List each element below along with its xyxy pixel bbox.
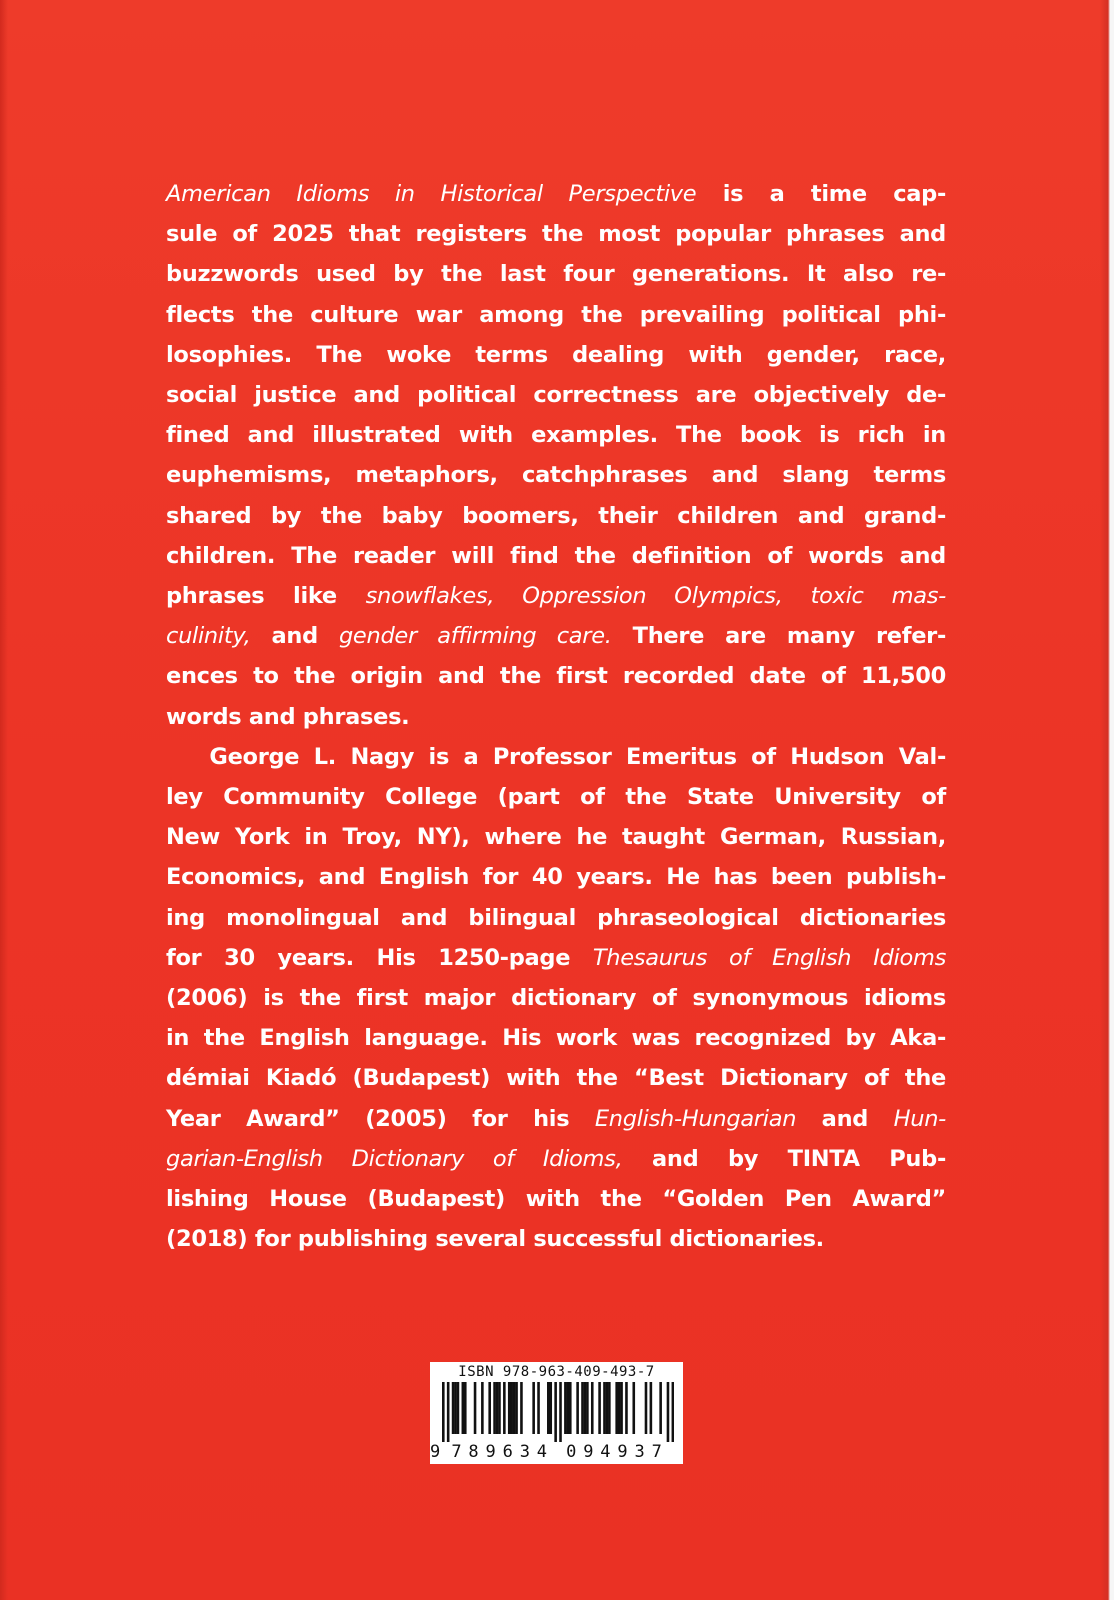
- blurb-text: George L. Nagy is a Professor Emeritus of Hudson Val-: [166, 743, 946, 770]
- barcode-bar: [667, 1382, 670, 1442]
- blurb-line: [166, 254, 946, 294]
- blurb-text: and by TINTA Pub-: [622, 1145, 946, 1172]
- blurb-text: ley Community College (part of the State University of: [166, 784, 946, 811]
- barcode-digit: 4: [536, 1442, 548, 1462]
- blurb-line: [166, 536, 946, 576]
- blurb-line: [166, 938, 946, 978]
- blurb-line: [166, 737, 946, 777]
- barcode-bar: [598, 1382, 601, 1434]
- barcode-digit: 7: [451, 1442, 462, 1462]
- blurb-text: is a time cap-: [696, 181, 946, 207]
- barcode-bar: [447, 1382, 450, 1442]
- barcode-bar: [532, 1382, 535, 1434]
- blurb-text: euphemisms, metaphors, catchphrases and slang terms: [166, 462, 946, 489]
- barcode-bar: [591, 1382, 594, 1434]
- blurb-line: [166, 335, 946, 375]
- blurb-line: [166, 817, 946, 857]
- barcode-bar: [645, 1382, 648, 1434]
- blurb-italic-text: garian-English Dictionary of Idioms,: [166, 1145, 623, 1172]
- blurb-line: [166, 1099, 946, 1139]
- barcode-bar: [496, 1382, 499, 1434]
- blurb-text: social justice and political correctness are objectively de-: [166, 382, 946, 409]
- isbn-label: ISBN 978-963-409-493-7: [458, 1364, 655, 1380]
- barcode-bar: [620, 1382, 623, 1434]
- barcode-bar: [547, 1382, 550, 1434]
- blurb-line: [166, 295, 946, 335]
- barcode-bar: [618, 1382, 621, 1434]
- blurb-text: fined and illustrated with examples. The book is rich in: [166, 422, 946, 449]
- barcode-bar: [603, 1382, 606, 1434]
- blurb-line: [166, 616, 946, 656]
- blurb-line: [166, 174, 946, 214]
- barcode-bar: [454, 1382, 457, 1434]
- barcode-bar: [584, 1382, 587, 1434]
- blurb-text: (2018) for publishing several successful dictionaries.: [166, 1226, 824, 1253]
- barcode-bar: [650, 1382, 653, 1434]
- blurb-text: losophies. The woke terms dealing with gender, race,: [166, 341, 946, 368]
- blurb-line: [166, 898, 946, 938]
- isbn-barcode: [430, 1362, 683, 1464]
- blurb-text: in the English language. His work was recognized by Aka-: [166, 1025, 946, 1052]
- barcode-digit: 0: [566, 1442, 577, 1462]
- barcode-digit: 9: [583, 1442, 594, 1462]
- back-cover-blurb: [166, 174, 946, 1259]
- blurb-text: sule of 2025 that registers the most popular phrases and: [166, 221, 946, 248]
- blurb-italic-text: snowflakes, Oppression Olympics, toxic mas-: [365, 583, 946, 610]
- blurb-line: [166, 1058, 946, 1098]
- barcode-bar: [464, 1382, 467, 1434]
- barcode-bar: [576, 1382, 579, 1434]
- barcode-bar: [498, 1382, 501, 1434]
- barcode-bar: [515, 1382, 518, 1434]
- blurb-text: phrases like: [166, 583, 366, 610]
- barcode-digit: 7: [651, 1442, 662, 1462]
- barcode-bar: [537, 1382, 540, 1434]
- blurb-line: [166, 857, 946, 897]
- barcode-bar: [549, 1382, 552, 1434]
- barcode-bar: [474, 1382, 477, 1434]
- barcode-bar: [608, 1382, 611, 1434]
- blurb-text: shared by the baby boomers, their children and grand-: [166, 502, 946, 529]
- barcode-digit: 9: [485, 1442, 496, 1462]
- blurb-line: [166, 777, 946, 817]
- blurb-line: [166, 1139, 946, 1179]
- blurb-text: ences to the origin and the first recorded date of 11,500: [166, 663, 946, 690]
- blurb-text: New York in Troy, NY), where he taught German, Russian,: [166, 824, 946, 851]
- barcode-bar: [462, 1382, 465, 1434]
- blurb-italic-text: English-Hungarian: [594, 1105, 797, 1132]
- blurb-line: [166, 415, 946, 455]
- blurb-text: (2006) is the first major dictionary of synonymous idioms: [166, 985, 946, 1012]
- blurb-text: buzzwords used by the last four generations. It also re-: [166, 261, 946, 288]
- blurb-text: and: [250, 623, 339, 650]
- blurb-italic-text: Thesaurus of English Idioms: [592, 944, 946, 971]
- blurb-text: ing monolingual and bilingual phraseological dictionaries: [166, 904, 946, 931]
- barcode-bar: [567, 1382, 570, 1434]
- barcode-bar: [564, 1382, 567, 1434]
- cover-edge-left: [0, 0, 8, 1600]
- barcode-digit: 3: [634, 1442, 645, 1462]
- barcode-bar: [503, 1382, 506, 1434]
- blurb-line: [166, 656, 946, 696]
- barcode-digit: 9: [430, 1442, 441, 1462]
- blurb-line: [166, 1219, 946, 1259]
- blurb-line: [166, 375, 946, 415]
- blurb-line: [166, 576, 946, 616]
- barcode-bar: [569, 1382, 572, 1434]
- barcode-bar: [659, 1382, 662, 1434]
- blurb-italic-text: Hun-: [893, 1105, 946, 1132]
- blurb-text: flects the culture war among the prevailing political phi-: [166, 301, 946, 328]
- barcode-digit: 8: [468, 1442, 479, 1462]
- barcode-bar: [581, 1382, 584, 1434]
- barcode-bar: [632, 1382, 635, 1434]
- barcode-digit: 9: [617, 1442, 628, 1462]
- barcode-bar: [625, 1382, 628, 1434]
- blurb-text: children. The reader will find the definition of words and: [166, 542, 946, 569]
- blurb-italic-text: American Idioms in Historical Perspective: [166, 181, 697, 207]
- blurb-line: [166, 1018, 946, 1058]
- blurb-text: for 30 years. His 1250-page: [166, 944, 593, 971]
- barcode-digit: 3: [519, 1442, 530, 1462]
- barcode-bar: [510, 1382, 513, 1434]
- blurb-text: démiai Kiadó (Budapest) with the “Best Dictionary of the: [166, 1065, 946, 1092]
- barcode-bar: [586, 1382, 589, 1434]
- barcode-bar: [493, 1382, 496, 1434]
- barcode-bar: [452, 1382, 455, 1434]
- barcode-bar: [457, 1382, 460, 1434]
- barcode-bar: [606, 1382, 609, 1434]
- barcode-bar: [513, 1382, 516, 1434]
- blurb-text: lishing House (Budapest) with the “Golden Pen Award”: [166, 1186, 946, 1213]
- barcode-digits: [430, 1442, 683, 1462]
- barcode-bar: [481, 1382, 484, 1434]
- blurb-line: [166, 455, 946, 495]
- barcode-bar: [488, 1382, 491, 1434]
- blurb-italic-text: culinity,: [166, 623, 251, 650]
- barcode-bar: [672, 1382, 674, 1442]
- blurb-text: and: [796, 1105, 894, 1132]
- cover-edge-right: [1100, 0, 1114, 1600]
- blurb-text: words and phrases.: [166, 703, 410, 730]
- barcode-digit: 6: [502, 1442, 513, 1462]
- blurb-line: [166, 1179, 946, 1219]
- blurb-text: Economics, and English for 40 years. He has been publish-: [166, 864, 946, 891]
- barcode-bar: [520, 1382, 523, 1434]
- barcode-bar: [508, 1382, 511, 1434]
- blurb-line: [166, 214, 946, 254]
- barcode-bar: [559, 1382, 562, 1442]
- blurb-line: [166, 496, 946, 536]
- blurb-text: Year Award” (2005) for his: [166, 1105, 595, 1132]
- barcode-bar: [615, 1382, 618, 1434]
- blurb-line: [166, 978, 946, 1018]
- blurb-line: [166, 697, 946, 737]
- barcode-bar: [554, 1382, 557, 1442]
- barcode-digit: 4: [600, 1442, 611, 1462]
- blurb-text: There are many refer-: [611, 623, 946, 650]
- barcode-bar: [442, 1382, 445, 1442]
- barcode-bars: [442, 1382, 674, 1442]
- blurb-italic-text: gender affirming care.: [338, 623, 612, 650]
